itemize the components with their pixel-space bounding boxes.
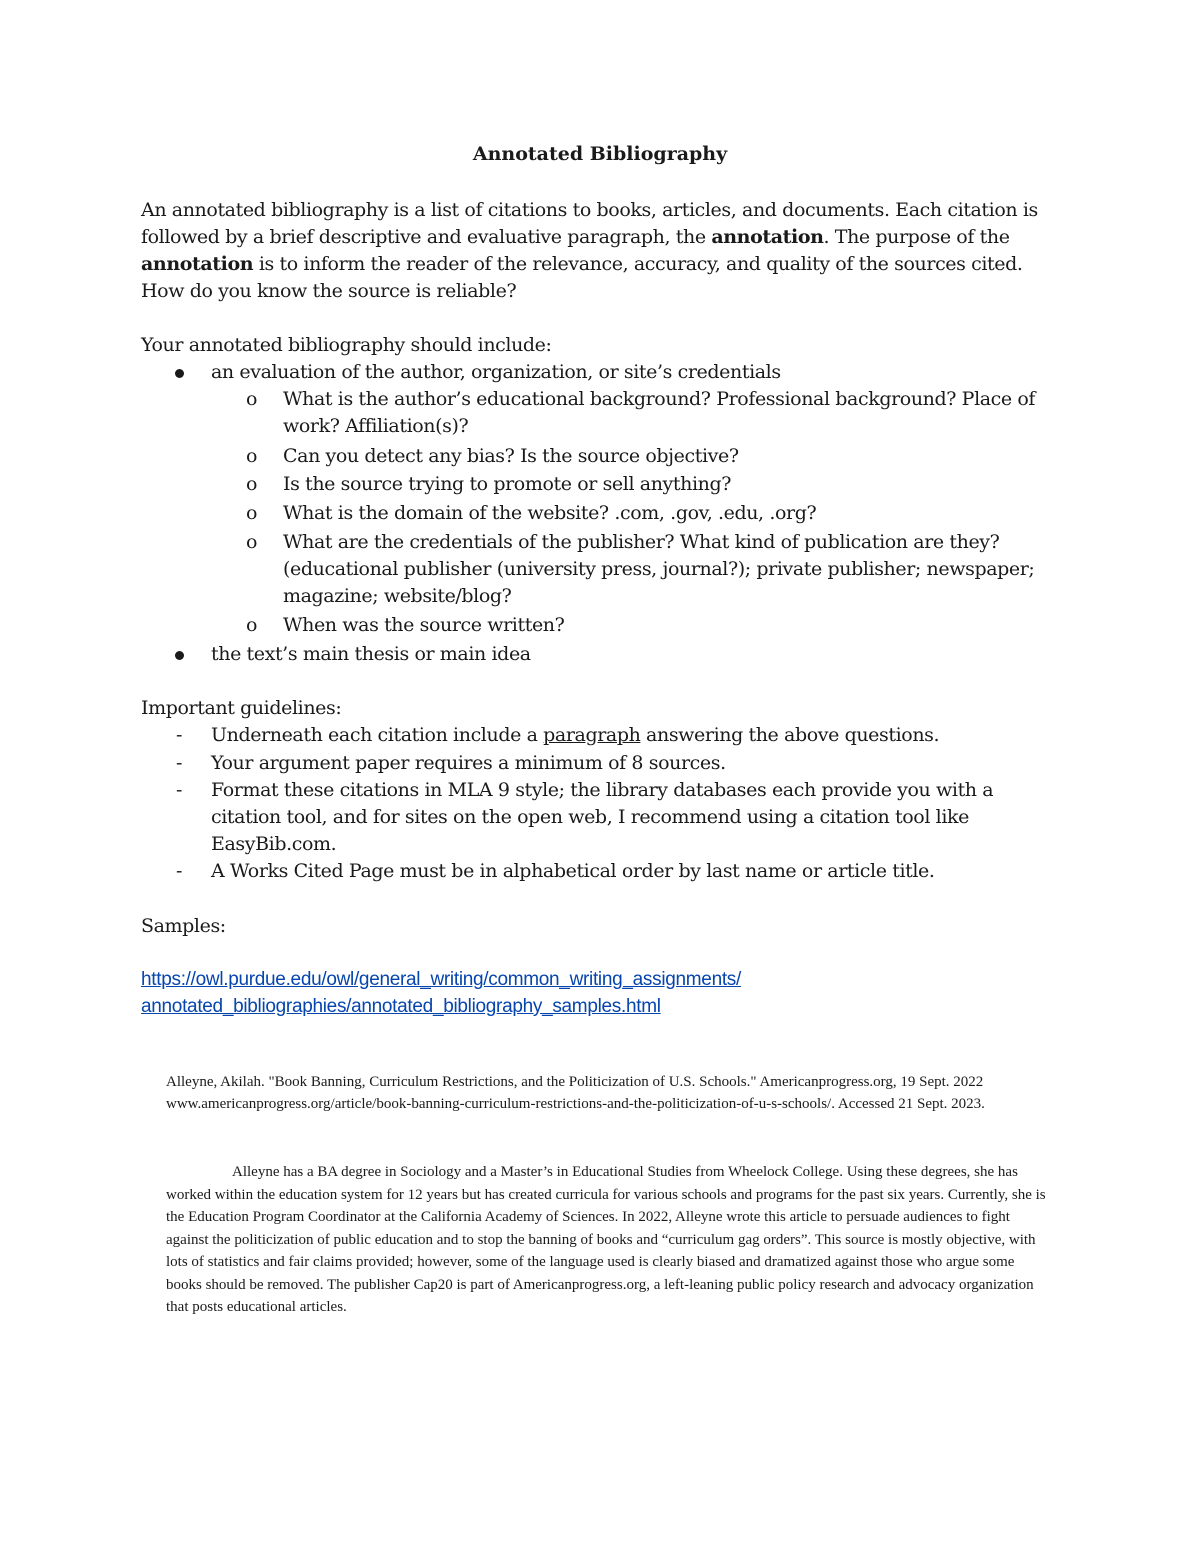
- sub-marker: o: [246, 614, 258, 636]
- sub-item-text: Is the source trying to promote or sell anything?: [283, 473, 732, 495]
- bullet-text: an evaluation of the author, organization, or site’s credentials: [211, 361, 781, 383]
- intro-paragraph: [141, 197, 1061, 305]
- intro-bold-annotation-1: annotation: [711, 226, 824, 248]
- link-line-1[interactable]: https://owl.purdue.edu/owl/general_writing/common_writing_assignments/: [141, 969, 741, 990]
- guideline-text: Your argument paper requires a minimum of 8 sources.: [211, 752, 726, 774]
- include-heading: Your annotated bibliography should include:: [141, 334, 552, 356]
- intro-bold-annotation-2: annotation: [141, 253, 254, 275]
- bullet-dot-icon: [175, 369, 184, 378]
- dash-marker: -: [176, 779, 183, 801]
- sub-list-item: [246, 386, 1066, 440]
- sub-list-item: [246, 500, 1066, 527]
- sub-list-item: [246, 443, 1066, 470]
- guideline-item: [141, 777, 1061, 858]
- guideline-item: [141, 858, 1061, 885]
- intro-text-3: is to inform the reader of the relevance, accuracy, and quality of the sources cited. How do you know the source is reliable?: [141, 253, 1023, 302]
- sample-annotation: Alleyne has a BA degree in Sociology and a Master’s in Educational Studies from Wheelock College. Using these degrees, she has worked within the education system for 12 years but has created curricula for various schools and programs for the past six years. Currently, she is the Education Program Coordinator at the California Academy of Sciences. In 2022, Alleyne wrote this article to persuade audiences to fight against the politicization of public education and to stop the banning of books and “curriculum gag orders”. This source is mostly objective, with lots of statistics and fair claims provided; however, some of the language used is clearly biased and dramatized against those who argue some books should be removed. The publisher Cap20 is part of Americanprogress.org, a left-leaning public policy research and advocacy organization that posts educational articles.: [166, 1164, 1046, 1315]
- sub-list-item: [246, 471, 1066, 498]
- bullet-text: the text’s main thesis or main idea: [211, 643, 531, 665]
- bullet-dot-icon: [175, 651, 184, 660]
- bullet-item: [141, 641, 1061, 668]
- samples-heading: Samples:: [141, 915, 226, 937]
- guidelines-heading: Important guidelines:: [141, 697, 342, 719]
- guideline-underlined-word: paragraph: [543, 724, 641, 746]
- guideline-text: [211, 722, 1041, 749]
- sub-item-text: What is the author’s educational background? Professional background? Place of work? Affiliation(s)?: [283, 388, 1036, 437]
- dash-marker: -: [176, 860, 183, 882]
- sub-list-item: [246, 529, 1066, 610]
- sub-marker: o: [246, 502, 258, 524]
- guideline-text-post: answering the above questions.: [640, 724, 940, 746]
- sub-item-text: When was the source written?: [283, 614, 565, 636]
- guideline-item: [141, 750, 1061, 777]
- sample-citation: Alleyne, Akilah. "Book Banning, Curriculum Restrictions, and the Politicization of U.S. Schools." Americanprogress.org, 19 Sept. 2022 www.americanprogress.org/article/book-banning-curriculum-restrictions-and-the-politicization-of-u-s-schools/. Accessed 21 Sept. 2023.: [166, 1074, 985, 1112]
- intro-text-2: . The purpose of the: [823, 226, 1010, 248]
- sub-item-text: What is the domain of the website? .com, .gov, .edu, .org?: [283, 502, 817, 524]
- sub-item-text: Can you detect any bias? Is the source objective?: [283, 445, 739, 467]
- sub-list-item: [246, 612, 1066, 639]
- page-title: Annotated Bibliography: [472, 143, 728, 165]
- sub-marker: o: [246, 388, 258, 410]
- intro-text-1: An annotated bibliography is a list of citations to books, articles, and documents. Each citation is followed by a brief descriptive and evaluative paragraph, the: [141, 199, 1038, 248]
- dash-marker: -: [176, 752, 183, 774]
- guideline-text-pre: Underneath each citation include a: [211, 724, 544, 746]
- sub-marker: o: [246, 531, 258, 553]
- guideline-text: Format these citations in MLA 9 style; the library databases each provide you with a citation tool, and for sites on the open web, I recommend using a citation tool like EasyBib.com.: [211, 779, 994, 855]
- sub-marker: o: [246, 445, 258, 467]
- link-line-2[interactable]: annotated_bibliographies/annotated_bibliography_samples.html: [141, 996, 661, 1017]
- dash-marker: -: [176, 724, 183, 746]
- bullet-item: [141, 359, 1061, 386]
- sub-item-text: What are the credentials of the publisher? What kind of publication are they? (educational publisher (university press, journal?); private publisher; newspaper; magazine; website/blog?: [283, 531, 1035, 607]
- guideline-text: A Works Cited Page must be in alphabetical order by last name or article title.: [211, 860, 935, 882]
- sub-marker: o: [246, 473, 258, 495]
- guideline-item: [141, 722, 1061, 749]
- purdue-owl-samples-link[interactable]: [141, 966, 1041, 1020]
